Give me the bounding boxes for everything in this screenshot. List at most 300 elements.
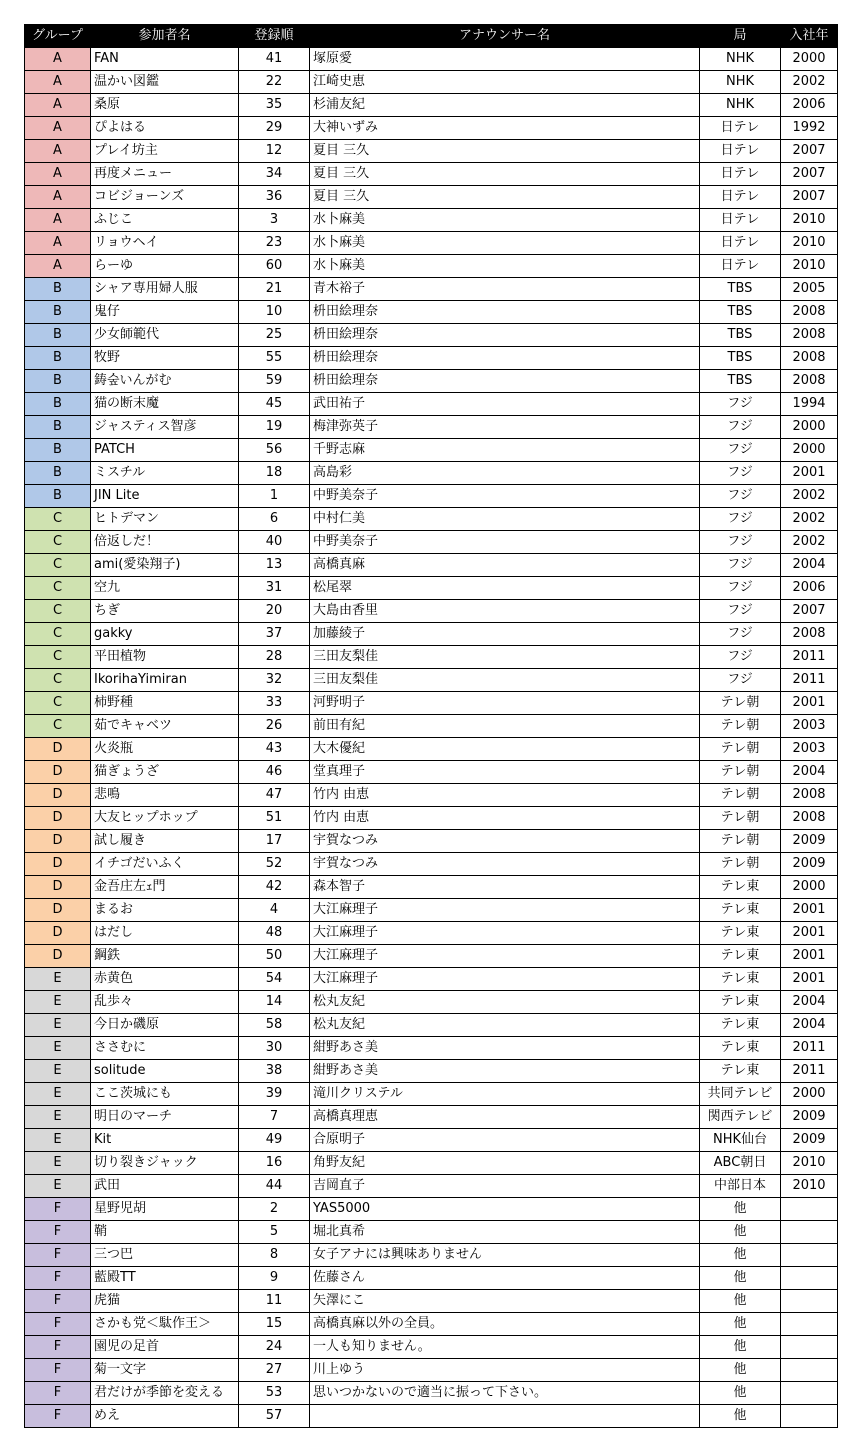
table-row — [25, 1083, 838, 1106]
group-cell: F — [25, 1359, 91, 1382]
year-cell: 2010 — [781, 1152, 838, 1175]
station-cell: フジ — [700, 462, 781, 485]
announcer-cell: 大神いずみ — [310, 117, 700, 140]
year-cell — [781, 1405, 838, 1428]
year-cell: 2001 — [781, 968, 838, 991]
participant-cell: 藍殿TT — [91, 1267, 239, 1290]
order-cell: 17 — [239, 830, 310, 853]
announcer-cell: 中野美奈子 — [310, 485, 700, 508]
participant-cell: 鋳숲いんがむ — [91, 370, 239, 393]
table-row — [25, 991, 838, 1014]
participant-cell: 虎猫 — [91, 1290, 239, 1313]
table-row — [25, 1267, 838, 1290]
table-row — [25, 186, 838, 209]
header-station: 局 — [700, 25, 781, 48]
participant-cell: 平田植物 — [91, 646, 239, 669]
order-cell: 36 — [239, 186, 310, 209]
station-cell: フジ — [700, 416, 781, 439]
participant-cell: めえ — [91, 1405, 239, 1428]
participant-cell: 再度メニュー — [91, 163, 239, 186]
order-cell: 18 — [239, 462, 310, 485]
station-cell: テレ朝 — [700, 738, 781, 761]
year-cell: 2001 — [781, 945, 838, 968]
announcer-cell: 大江麻理子 — [310, 945, 700, 968]
announcer-cell: 高橋真麻以外の全員。 — [310, 1313, 700, 1336]
announcer-cell: 高橋真理恵 — [310, 1106, 700, 1129]
group-cell: D — [25, 922, 91, 945]
order-cell: 21 — [239, 278, 310, 301]
table-row — [25, 140, 838, 163]
order-cell: 29 — [239, 117, 310, 140]
announcer-cell: 武田祐子 — [310, 393, 700, 416]
participant-cell: 猫の断末魔 — [91, 393, 239, 416]
year-cell: 2011 — [781, 646, 838, 669]
participant-cell: 三つ巴 — [91, 1244, 239, 1267]
table-row — [25, 738, 838, 761]
table-row — [25, 1405, 838, 1428]
table-row — [25, 830, 838, 853]
participant-cell: 菊一文字 — [91, 1359, 239, 1382]
station-cell: 関西テレビ — [700, 1106, 781, 1129]
group-cell: C — [25, 531, 91, 554]
year-cell — [781, 1313, 838, 1336]
order-cell: 40 — [239, 531, 310, 554]
year-cell: 2001 — [781, 922, 838, 945]
group-cell: D — [25, 945, 91, 968]
station-cell: フジ — [700, 577, 781, 600]
participant-cell: 少女師範代 — [91, 324, 239, 347]
table-row — [25, 278, 838, 301]
participant-cell: 武田 — [91, 1175, 239, 1198]
station-cell: 他 — [700, 1336, 781, 1359]
participant-cell: 星野児胡 — [91, 1198, 239, 1221]
table-row — [25, 692, 838, 715]
group-cell: E — [25, 1014, 91, 1037]
year-cell: 2006 — [781, 94, 838, 117]
station-cell: フジ — [700, 508, 781, 531]
year-cell: 2011 — [781, 1037, 838, 1060]
station-cell: 日テレ — [700, 117, 781, 140]
table-row — [25, 1359, 838, 1382]
group-cell: D — [25, 784, 91, 807]
year-cell — [781, 1221, 838, 1244]
order-cell: 50 — [239, 945, 310, 968]
group-cell: B — [25, 278, 91, 301]
station-cell: テレ東 — [700, 1014, 781, 1037]
announcer-cell: 夏目 三久 — [310, 140, 700, 163]
order-cell: 2 — [239, 1198, 310, 1221]
station-cell: テレ朝 — [700, 853, 781, 876]
participant-cell: 試し履き — [91, 830, 239, 853]
order-cell: 8 — [239, 1244, 310, 1267]
order-cell: 26 — [239, 715, 310, 738]
table-row — [25, 301, 838, 324]
participant-cell: gakky — [91, 623, 239, 646]
order-cell: 6 — [239, 508, 310, 531]
station-cell: テレ東 — [700, 945, 781, 968]
announcer-cell: 佐藤さん — [310, 1267, 700, 1290]
year-cell: 2008 — [781, 347, 838, 370]
participant-cell: 温かい図鑑 — [91, 71, 239, 94]
year-cell: 2007 — [781, 140, 838, 163]
order-cell: 34 — [239, 163, 310, 186]
participant-cell: 悲鳴 — [91, 784, 239, 807]
order-cell: 57 — [239, 1405, 310, 1428]
station-cell: テレ朝 — [700, 807, 781, 830]
order-cell: 3 — [239, 209, 310, 232]
group-cell: C — [25, 646, 91, 669]
announcer-cell: 枡田絵理奈 — [310, 370, 700, 393]
participant-cell: solitude — [91, 1060, 239, 1083]
year-cell: 2004 — [781, 554, 838, 577]
announcer-cell: 杉浦友紀 — [310, 94, 700, 117]
order-cell: 10 — [239, 301, 310, 324]
header-group: グループ — [25, 25, 91, 48]
order-cell: 54 — [239, 968, 310, 991]
participant-cell: 茹でキャベツ — [91, 715, 239, 738]
station-cell: 日テレ — [700, 232, 781, 255]
station-cell: テレ東 — [700, 922, 781, 945]
announcer-cell: 宇賀なつみ — [310, 853, 700, 876]
announcer-cell: 竹内 由恵 — [310, 784, 700, 807]
order-cell: 49 — [239, 1129, 310, 1152]
order-cell: 35 — [239, 94, 310, 117]
announcer-cell: 中村仁美 — [310, 508, 700, 531]
table-row — [25, 71, 838, 94]
year-cell: 2001 — [781, 692, 838, 715]
participant-cell: Kit — [91, 1129, 239, 1152]
announcer-cell: 加藤綾子 — [310, 623, 700, 646]
table-row — [25, 370, 838, 393]
announcer-cell: 松丸友紀 — [310, 1014, 700, 1037]
table-row — [25, 715, 838, 738]
table-row — [25, 163, 838, 186]
order-cell: 16 — [239, 1152, 310, 1175]
station-cell: テレ朝 — [700, 784, 781, 807]
announcer-cell: 枡田絵理奈 — [310, 301, 700, 324]
table-row — [25, 1382, 838, 1405]
group-cell: A — [25, 255, 91, 278]
table-row — [25, 1244, 838, 1267]
order-cell: 27 — [239, 1359, 310, 1382]
announcer-cell: 水卜麻美 — [310, 232, 700, 255]
year-cell: 2001 — [781, 899, 838, 922]
year-cell: 2011 — [781, 669, 838, 692]
participant-cell: 鬼仔 — [91, 301, 239, 324]
group-cell: C — [25, 669, 91, 692]
year-cell: 2002 — [781, 508, 838, 531]
order-cell: 33 — [239, 692, 310, 715]
order-cell: 14 — [239, 991, 310, 1014]
participant-cell: ぴよはる — [91, 117, 239, 140]
station-cell: フジ — [700, 554, 781, 577]
announcer-cell: 梅津弥英子 — [310, 416, 700, 439]
station-cell: TBS — [700, 324, 781, 347]
station-cell: フジ — [700, 600, 781, 623]
table-row — [25, 646, 838, 669]
station-cell: 日テレ — [700, 163, 781, 186]
year-cell: 2008 — [781, 623, 838, 646]
participant-cell: 鋼鉄 — [91, 945, 239, 968]
order-cell: 30 — [239, 1037, 310, 1060]
year-cell: 2009 — [781, 1106, 838, 1129]
order-cell: 25 — [239, 324, 310, 347]
announcer-cell: 枡田絵理奈 — [310, 324, 700, 347]
table-row — [25, 876, 838, 899]
order-cell: 1 — [239, 485, 310, 508]
table-row — [25, 1336, 838, 1359]
participant-cell: ちぎ — [91, 600, 239, 623]
announcer-cell: YAS5000 — [310, 1198, 700, 1221]
order-cell: 28 — [239, 646, 310, 669]
year-cell: 2008 — [781, 324, 838, 347]
year-cell: 2000 — [781, 439, 838, 462]
group-cell: E — [25, 1060, 91, 1083]
year-cell: 2003 — [781, 738, 838, 761]
table-row — [25, 508, 838, 531]
announcer-cell: 滝川クリステル — [310, 1083, 700, 1106]
order-cell: 58 — [239, 1014, 310, 1037]
announcer-cell: 角野友紀 — [310, 1152, 700, 1175]
group-cell: C — [25, 577, 91, 600]
order-cell: 39 — [239, 1083, 310, 1106]
announcer-cell: 思いつかないので適当に振って下さい。 — [310, 1382, 700, 1405]
year-cell: 2000 — [781, 876, 838, 899]
order-cell: 12 — [239, 140, 310, 163]
group-cell: C — [25, 692, 91, 715]
group-cell: E — [25, 1106, 91, 1129]
station-cell: 他 — [700, 1244, 781, 1267]
station-cell: 他 — [700, 1359, 781, 1382]
participant-cell: ここ茨城にも — [91, 1083, 239, 1106]
table-row — [25, 807, 838, 830]
year-cell: 2002 — [781, 71, 838, 94]
table-row — [25, 1290, 838, 1313]
station-cell: フジ — [700, 393, 781, 416]
announcer-cell: 大木優紀 — [310, 738, 700, 761]
announcer-cell: 高橋真麻 — [310, 554, 700, 577]
group-cell: D — [25, 807, 91, 830]
station-cell: NHK — [700, 48, 781, 71]
year-cell: 2011 — [781, 1060, 838, 1083]
year-cell: 2010 — [781, 209, 838, 232]
table-row — [25, 324, 838, 347]
group-cell: F — [25, 1405, 91, 1428]
year-cell: 2008 — [781, 784, 838, 807]
year-cell: 2009 — [781, 853, 838, 876]
year-cell: 2002 — [781, 531, 838, 554]
station-cell: テレ朝 — [700, 692, 781, 715]
table-row — [25, 1198, 838, 1221]
year-cell: 1992 — [781, 117, 838, 140]
order-cell: 4 — [239, 899, 310, 922]
group-cell: E — [25, 1083, 91, 1106]
year-cell — [781, 1382, 838, 1405]
participant-cell: ふじこ — [91, 209, 239, 232]
year-cell — [781, 1198, 838, 1221]
group-cell: D — [25, 899, 91, 922]
announcer-cell: 三田友梨佳 — [310, 669, 700, 692]
announcer-cell: 三田友梨佳 — [310, 646, 700, 669]
announcer-cell: 江崎史恵 — [310, 71, 700, 94]
announcer-cell: 水卜麻美 — [310, 209, 700, 232]
station-cell: TBS — [700, 347, 781, 370]
participant-cell: シャア専用婦人服 — [91, 278, 239, 301]
station-cell: 日テレ — [700, 186, 781, 209]
header-announcer: アナウンサー名 — [310, 25, 700, 48]
year-cell: 2004 — [781, 991, 838, 1014]
group-cell: F — [25, 1336, 91, 1359]
station-cell: NHK仙台 — [700, 1129, 781, 1152]
group-cell: B — [25, 370, 91, 393]
group-cell: E — [25, 991, 91, 1014]
participant-cell: 空九 — [91, 577, 239, 600]
group-cell: F — [25, 1313, 91, 1336]
announcer-cell — [310, 1405, 700, 1428]
participant-cell: 猫ぎょうざ — [91, 761, 239, 784]
announcer-cell: 川上ゆう — [310, 1359, 700, 1382]
participant-cell: さかも党＜駄作王＞ — [91, 1313, 239, 1336]
group-cell: B — [25, 324, 91, 347]
station-cell: フジ — [700, 669, 781, 692]
station-cell: 中部日本 — [700, 1175, 781, 1198]
table-row — [25, 600, 838, 623]
table-row — [25, 255, 838, 278]
announcer-cell: 大江麻理子 — [310, 922, 700, 945]
table-row — [25, 48, 838, 71]
group-cell: A — [25, 209, 91, 232]
group-cell: F — [25, 1382, 91, 1405]
announcer-cell: 竹内 由恵 — [310, 807, 700, 830]
group-cell: A — [25, 140, 91, 163]
table-row — [25, 761, 838, 784]
participant-cell: 鞘 — [91, 1221, 239, 1244]
order-cell: 19 — [239, 416, 310, 439]
table-row — [25, 1175, 838, 1198]
participant-cell: PATCH — [91, 439, 239, 462]
announcer-cell: 夏目 三久 — [310, 186, 700, 209]
station-cell: NHK — [700, 94, 781, 117]
group-cell: A — [25, 163, 91, 186]
group-cell: E — [25, 968, 91, 991]
announcer-cell: 合原明子 — [310, 1129, 700, 1152]
table-body — [25, 48, 838, 1428]
group-cell: C — [25, 715, 91, 738]
table-row — [25, 1221, 838, 1244]
group-cell: D — [25, 853, 91, 876]
participant-cell: 大友ヒップホップ — [91, 807, 239, 830]
year-cell: 2010 — [781, 1175, 838, 1198]
participant-cell: リョウヘイ — [91, 232, 239, 255]
group-cell: F — [25, 1267, 91, 1290]
participant-cell: 倍返しだ！ — [91, 531, 239, 554]
station-cell: テレ朝 — [700, 761, 781, 784]
announcer-cell: 大江麻理子 — [310, 899, 700, 922]
announcer-cell: 大島由香里 — [310, 600, 700, 623]
participant-table — [24, 24, 838, 1428]
announcer-cell: 枡田絵理奈 — [310, 347, 700, 370]
station-cell: 日テレ — [700, 140, 781, 163]
participant-cell: 金吾庄左ｪ門 — [91, 876, 239, 899]
order-cell: 11 — [239, 1290, 310, 1313]
station-cell: TBS — [700, 301, 781, 324]
group-cell: A — [25, 94, 91, 117]
year-cell: 2010 — [781, 255, 838, 278]
participant-cell: 明日のマーチ — [91, 1106, 239, 1129]
order-cell: 52 — [239, 853, 310, 876]
table-row — [25, 1129, 838, 1152]
announcer-cell: 宇賀なつみ — [310, 830, 700, 853]
year-cell: 2004 — [781, 761, 838, 784]
announcer-cell: 堀北真希 — [310, 1221, 700, 1244]
table-row — [25, 577, 838, 600]
order-cell: 46 — [239, 761, 310, 784]
station-cell: TBS — [700, 278, 781, 301]
order-cell: 15 — [239, 1313, 310, 1336]
year-cell: 2003 — [781, 715, 838, 738]
order-cell: 47 — [239, 784, 310, 807]
year-cell: 2008 — [781, 301, 838, 324]
station-cell: テレ東 — [700, 1037, 781, 1060]
year-cell: 2007 — [781, 186, 838, 209]
order-cell: 44 — [239, 1175, 310, 1198]
station-cell: フジ — [700, 531, 781, 554]
station-cell: 他 — [700, 1198, 781, 1221]
announcer-cell: 紺野あさ美 — [310, 1037, 700, 1060]
order-cell: 45 — [239, 393, 310, 416]
order-cell: 23 — [239, 232, 310, 255]
header-row — [25, 25, 838, 48]
station-cell: 他 — [700, 1267, 781, 1290]
table-row — [25, 232, 838, 255]
year-cell: 2008 — [781, 370, 838, 393]
station-cell: フジ — [700, 485, 781, 508]
group-cell: B — [25, 462, 91, 485]
year-cell: 2009 — [781, 1129, 838, 1152]
group-cell: E — [25, 1175, 91, 1198]
group-cell: C — [25, 623, 91, 646]
year-cell: 2009 — [781, 830, 838, 853]
announcer-cell: 中野美奈子 — [310, 531, 700, 554]
station-cell: 他 — [700, 1221, 781, 1244]
participant-cell: FAN — [91, 48, 239, 71]
table-row — [25, 945, 838, 968]
group-cell: E — [25, 1037, 91, 1060]
year-cell — [781, 1244, 838, 1267]
order-cell: 24 — [239, 1336, 310, 1359]
group-cell: B — [25, 439, 91, 462]
participant-cell: 園児の足首 — [91, 1336, 239, 1359]
announcer-cell: 大江麻理子 — [310, 968, 700, 991]
order-cell: 55 — [239, 347, 310, 370]
announcer-cell: 堂真理子 — [310, 761, 700, 784]
participant-cell: まるお — [91, 899, 239, 922]
year-cell: 2000 — [781, 416, 838, 439]
station-cell: テレ朝 — [700, 715, 781, 738]
order-cell: 41 — [239, 48, 310, 71]
group-cell: C — [25, 554, 91, 577]
participant-cell: プレイ坊主 — [91, 140, 239, 163]
participant-cell: ミスチル — [91, 462, 239, 485]
announcer-cell: 松丸友紀 — [310, 991, 700, 1014]
station-cell: テレ東 — [700, 876, 781, 899]
group-cell: A — [25, 232, 91, 255]
table-row — [25, 393, 838, 416]
announcer-cell: 夏目 三久 — [310, 163, 700, 186]
participant-cell: らーゆ — [91, 255, 239, 278]
table-row — [25, 1313, 838, 1336]
participant-cell: イチゴだいふく — [91, 853, 239, 876]
